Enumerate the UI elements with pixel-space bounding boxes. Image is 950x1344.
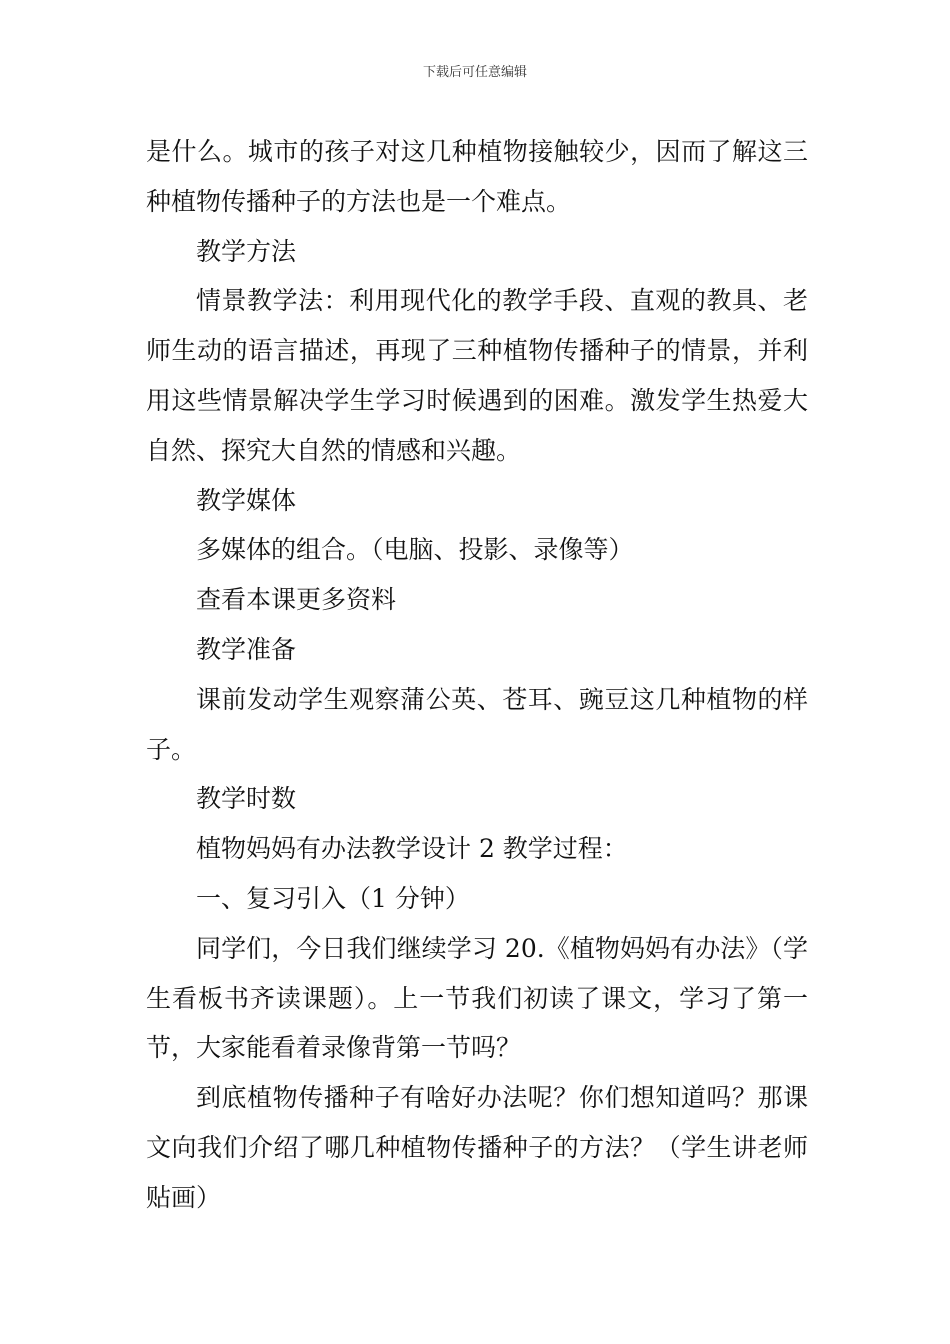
paragraph-media: 多媒体的组合。（电脑、投影、录像等） bbox=[196, 535, 634, 565]
document-body bbox=[146, 127, 808, 1223]
page-header: 下载后可任意编辑 bbox=[422, 65, 527, 80]
heading-teaching-process: 植物妈妈有办法教学设计 2 教学过程： bbox=[196, 834, 628, 864]
paragraph-difficulty: 是什么。城市的孩子对这几种植物接触较少，因而了解这三种植物传播种子的方法也是一个难点。 bbox=[146, 137, 808, 216]
paragraph-review: 同学们，今日我们继续学习 20.《植物妈妈有办法》（学生看板书齐读课题）。上一节我们初读了课文，学习了第一节，大家能看着录像背第一节吗？ bbox=[146, 933, 808, 1063]
heading-review-intro: 一、复习引入（1 分钟） bbox=[196, 883, 470, 913]
paragraph-scenario-method: 情景教学法：利用现代化的教学手段、直观的教具、老师生动的语言描述，再现了三种植物传播种子的情景，并利用这些情景解决学生学习时候遇到的困难。激发学生热爱大自然、探究大自然的情感和兴趣。 bbox=[146, 286, 808, 465]
heading-teaching-preparation: 教学准备 bbox=[196, 634, 297, 664]
heading-teaching-method: 教学方法 bbox=[196, 236, 297, 266]
heading-teaching-media: 教学媒体 bbox=[196, 485, 297, 515]
paragraph-preparation: 课前发动学生观察蒲公英、苍耳、豌豆这几种植物的样子。 bbox=[146, 684, 808, 764]
more-materials-text: 查看本课更多资料 bbox=[196, 585, 397, 615]
heading-teaching-hours: 教学时数 bbox=[196, 784, 297, 814]
paragraph-question: 到底植物传播种子有啥好办法呢？你们想知道吗？那课文向我们介绍了哪几种植物传播种子的方法？（学生讲老师贴画） bbox=[146, 1083, 808, 1212]
